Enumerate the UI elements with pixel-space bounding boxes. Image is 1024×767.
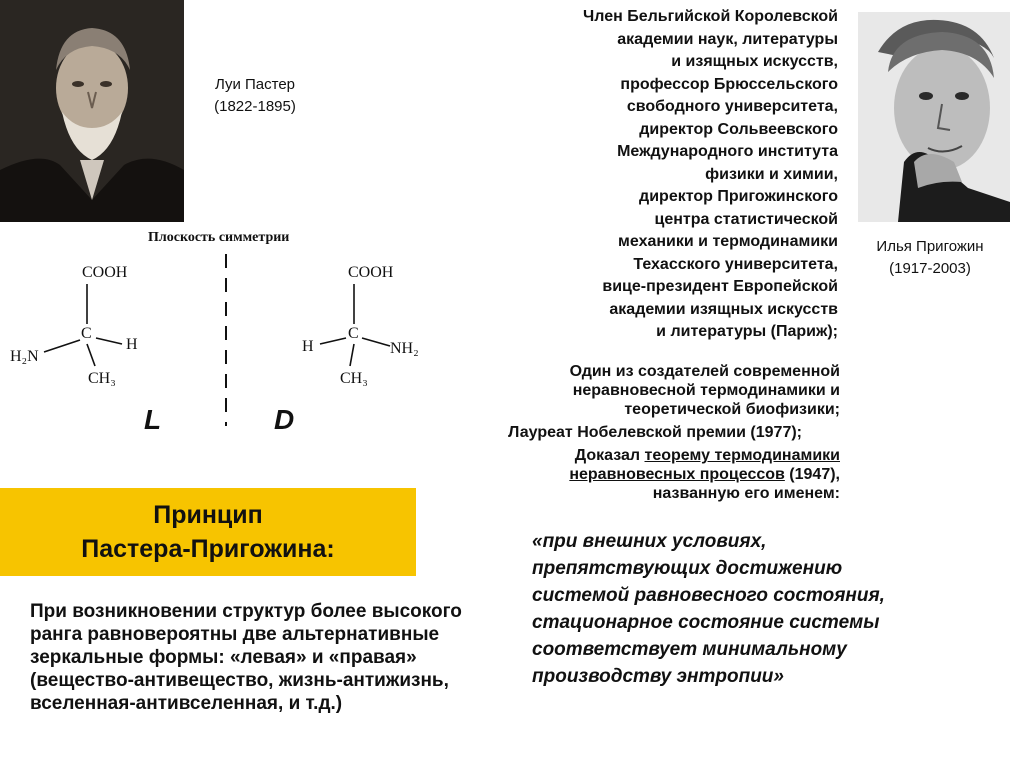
right-hydrogen: H [302, 338, 314, 355]
bio-line: Техасского университета, [633, 255, 838, 273]
prigogine-bio [438, 6, 838, 344]
d-label: D [274, 404, 295, 435]
bio-line: и изящных искусств, [671, 53, 838, 70]
founder-line: Один из создателей современной [569, 363, 840, 380]
bio-line: академии наук, литературы [617, 30, 838, 48]
theorem-prefix: Доказал [574, 447, 645, 464]
theorem-link[interactable]: теорему термодинамики [644, 447, 840, 464]
theorem-year: (1947), [784, 466, 840, 483]
right-carbon: C [348, 325, 359, 342]
bio-line: профессор Брюссельского [620, 75, 838, 93]
bio-line: вице-президент Европейской [602, 278, 838, 295]
bio-line: и литературы (Париж); [656, 323, 838, 340]
bio-line: Член Бельгийской Королевской [583, 8, 838, 25]
nobel-line: Лауреат Нобелевской премии (1977); [508, 424, 802, 441]
chirality-diagram [0, 226, 420, 446]
quote-line: стационарное состояние системы [532, 612, 880, 633]
bio-line: свободного университета, [626, 98, 838, 115]
banner-line-1: Принцип [153, 501, 263, 529]
pasteur-name: Луи Пастер [214, 76, 296, 93]
theorem-line-3: названную его именем: [652, 485, 840, 502]
quote-line: соответствует минимальному [532, 639, 847, 660]
symmetry-plane-label: Плоскость симметрии [148, 230, 290, 245]
banner-line-2: Пастера-Пригожина: [81, 535, 335, 563]
prigogine-years: (1917-2003) [889, 260, 971, 277]
theorem-link-2[interactable]: неравновесных процессов [569, 466, 785, 483]
bio-line: центра статистической [654, 210, 838, 228]
prigogine-caption [850, 236, 1010, 280]
prigogine-portrait [858, 12, 1010, 222]
right-methyl: CH₃ [340, 370, 368, 387]
quote-line: «при внешних условиях, [532, 531, 767, 552]
principle-banner [0, 488, 416, 576]
right-cooh: COOH [348, 264, 394, 281]
left-amine: H₂N [10, 348, 39, 365]
prigogine-quote [532, 528, 972, 690]
left-cooh: COOH [82, 264, 128, 281]
bio-line: директор Пригожинского [639, 188, 838, 205]
prigogine-name: Илья Пригожин [876, 238, 984, 255]
bio-line: Международного института [617, 143, 838, 160]
left-carbon: C [81, 325, 92, 342]
quote-line: системой равновесного состояния, [532, 585, 885, 606]
right-amine: NH₂ [390, 340, 419, 357]
pasteur-portrait [0, 0, 184, 222]
prigogine-achievements [380, 362, 840, 503]
bio-line: директор Сольвеевского [639, 120, 838, 138]
bio-line: механики и термодинамики [618, 233, 838, 250]
quote-line: производству энтропии» [532, 666, 784, 687]
l-label: L [144, 404, 162, 435]
quote-line: препятствующих достижению [532, 558, 843, 579]
bio-line: академии изящных искусств [609, 300, 838, 318]
left-hydrogen: H [126, 336, 138, 353]
pasteur-years: (1822-1895) [214, 98, 296, 115]
founder-line: неравновесной термодинамики и [572, 382, 840, 399]
principle-text: При возникновении структур более высокого ранга равновероятны две альтернативные зеркальные формы: «левая» и «правая» (вещество-антивещество, жизнь-антижизнь, вселенная-антивселенная, и т.д.) [30, 601, 462, 714]
left-methyl: CH₃ [88, 370, 116, 387]
theorem-line-2 [380, 465, 840, 484]
bio-line: физики и химии, [705, 165, 838, 183]
pasteur-caption [190, 74, 320, 118]
founder-line: теоретической биофизики; [624, 401, 840, 418]
theorem-line-1 [380, 446, 840, 465]
